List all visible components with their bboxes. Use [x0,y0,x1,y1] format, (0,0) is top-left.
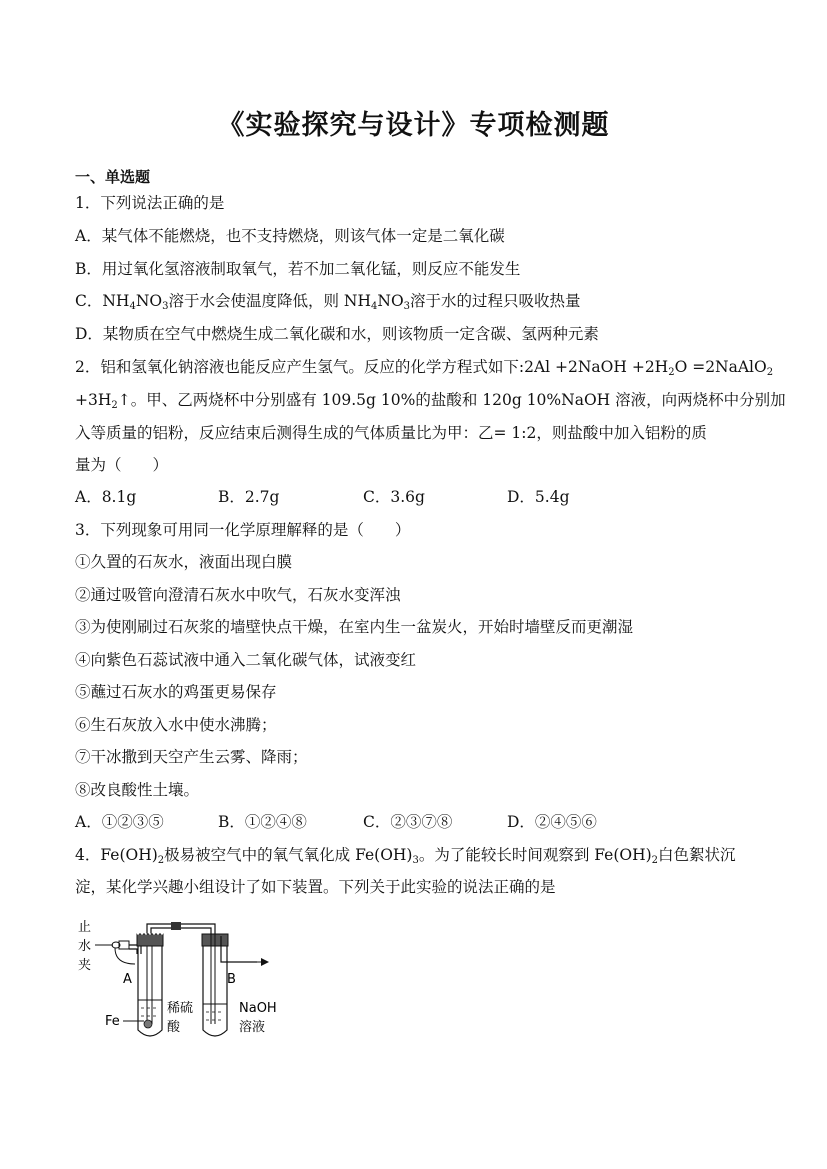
label-fe: Fe [105,1014,120,1029]
iron-pieces [144,1020,152,1028]
q2-option-d: D．5.4g [507,488,570,506]
label-a-pointer [115,948,135,964]
q3-item: ④向紫色石蕊试液中通入二氧化碳气体，试液变红 [75,651,417,669]
q3-option-b: B．①②④⑧ [218,813,307,831]
q1-stem: 1．下列说法正确的是 [75,194,225,212]
label-a: A [123,972,132,987]
q4-line-1: 4．$Fe(OH)_2$极易被空气中的氧气氧化成 $Fe(OH)_3$。为了能较长时间观察到 $Fe(OH)_2$白色絮状沉 [75,846,736,866]
q3-item: ⑤蘸过石灰水的鸡蛋更易保存 [75,683,277,701]
q2-line-2: $+3H_2↑$。甲、乙两烧杯中分别盛有 109.5g 10%的盐酸和 120g 10%NaOH 溶液，向两烧杯中分别加 [75,391,786,411]
naoh-label: NaOH [239,1001,277,1016]
acid-label: 酸 [167,1020,181,1035]
q4-line-2: 淀，某化学兴趣小组设计了如下装置。下列关于此实验的说法正确的是 [75,878,556,896]
q3-option-a: A．①②③⑤ [75,813,164,831]
q2-line-3: 入等质量的铝粉，反应结束后测得生成的气体质量比为甲：乙= 1:2，则盐酸中加入铝粉的质 [75,424,707,442]
clamp-label: 水 [78,939,92,954]
arrow-icon [261,958,269,966]
q2-option-c: C．3.6g [363,488,425,506]
side-tube [129,949,137,954]
acid-label: 稀硫 [167,1001,194,1016]
page-title: 《实验探究与设计》专项检测题 [217,110,610,141]
q3-option-c: C．②③⑦⑧ [363,813,453,831]
q3-item: ①久置的石灰水，液面出现白膜 [75,553,293,571]
q2-option-a: A．8.1g [75,488,137,506]
q3-stem: 3．下列现象可用同一化学原理解释的是（ ） [75,521,411,539]
q3-item: ③为使刚刷过石灰浆的墙壁快点干燥，在室内生一盆炭火，开始时墙壁反而更潮湿 [75,618,634,636]
q1-option-a: A．某气体不能燃烧，也不支持燃烧，则该气体一定是二氧化碳 [75,227,505,245]
q1-option-d: D．某物质在空气中燃烧生成二氧化碳和水，则该物质一定含碳、氢两种元素 [75,325,599,343]
section-heading: 一、单选题 [75,168,151,186]
q3-item: ⑧改良酸性土壤。 [75,781,200,799]
clamp-label: 止 [78,920,92,935]
q1-option-b: B．用过氧化氢溶液制取氧气，若不加二氧化锰，则反应不能发生 [75,260,521,278]
q3-item: ⑥生石灰放入水中使水沸腾； [75,716,277,734]
label-b: B [227,972,236,987]
apparatus-diagram [75,912,305,1042]
clamp-label: 夹 [78,958,92,973]
q3-item: ②通过吸管向澄清石灰水中吹气，石灰水变浑浊 [75,586,401,604]
q2-line-1: 2．铝和氢氧化钠溶液也能反应产生氢气。反应的化学方程式如下:2Al +2NaOH $+2H_2O$ =2NaAlO$_2$ [75,358,774,378]
q3-item: ⑦干冰撒到天空产生云雾、降雨； [75,748,308,766]
stopper-a [137,934,163,946]
tube-connector [171,922,181,930]
q1-option-c: C．$NH_4NO_3$溶于水会使温度降低，则 $NH_4NO_3$溶于水的过程只吸收热量 [75,292,581,312]
q3-option-d: D．②④⑤⑥ [507,813,597,831]
q2-line-4: 量为（ ） [75,456,169,474]
naoh-label: 溶液 [239,1020,266,1035]
q2-option-b: B．2.7g [218,488,280,506]
